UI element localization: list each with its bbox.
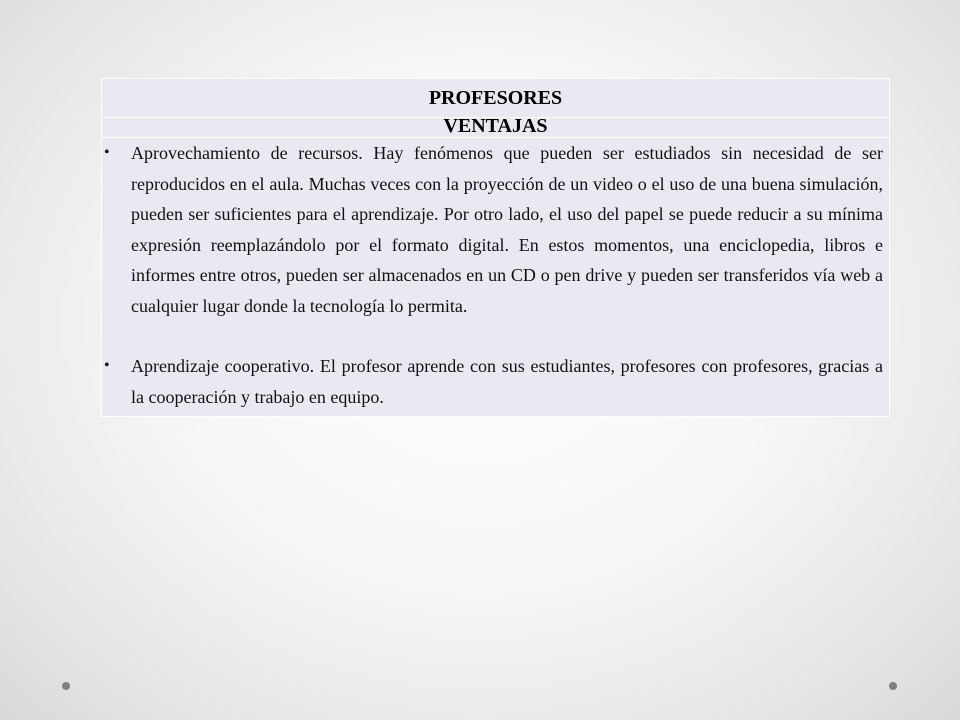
bullet-icon: • — [104, 144, 110, 161]
bullet-text: Aprovechamiento de recursos. Hay fenómenos que pueden ser estudiados sin necesidad de ser reproducidos en el aula. Muchas veces con la proyección de un video o el uso de una buena simulación, pueden ser suficientes para el aprendizaje. Por otro lado, el uso del papel se puede reducir a su mínima expresión reemplazándolo por el formato digital. En estos momentos, una enciclopedia, libros e informes entre otros, pueden ser almacenados en un CD o pen drive y pueden ser transferidos vía web a cualquier lugar donde la tecnología lo permita. — [131, 143, 883, 316]
bullet-item — [102, 138, 883, 321]
table-subtitle: VENTAJAS — [102, 115, 889, 138]
table-content — [102, 138, 889, 416]
bullet-item — [102, 351, 883, 412]
content-table — [101, 78, 890, 417]
table-title: PROFESORES — [102, 79, 889, 118]
bullet-icon: • — [104, 357, 110, 374]
decor-dot-left-icon — [62, 682, 70, 690]
bullet-text: Aprendizaje cooperativo. El profesor aprende con sus estudiantes, profesores con profesores, gracias a la cooperación y trabajo en equipo. — [131, 356, 883, 407]
decor-dot-right-icon — [889, 682, 897, 690]
